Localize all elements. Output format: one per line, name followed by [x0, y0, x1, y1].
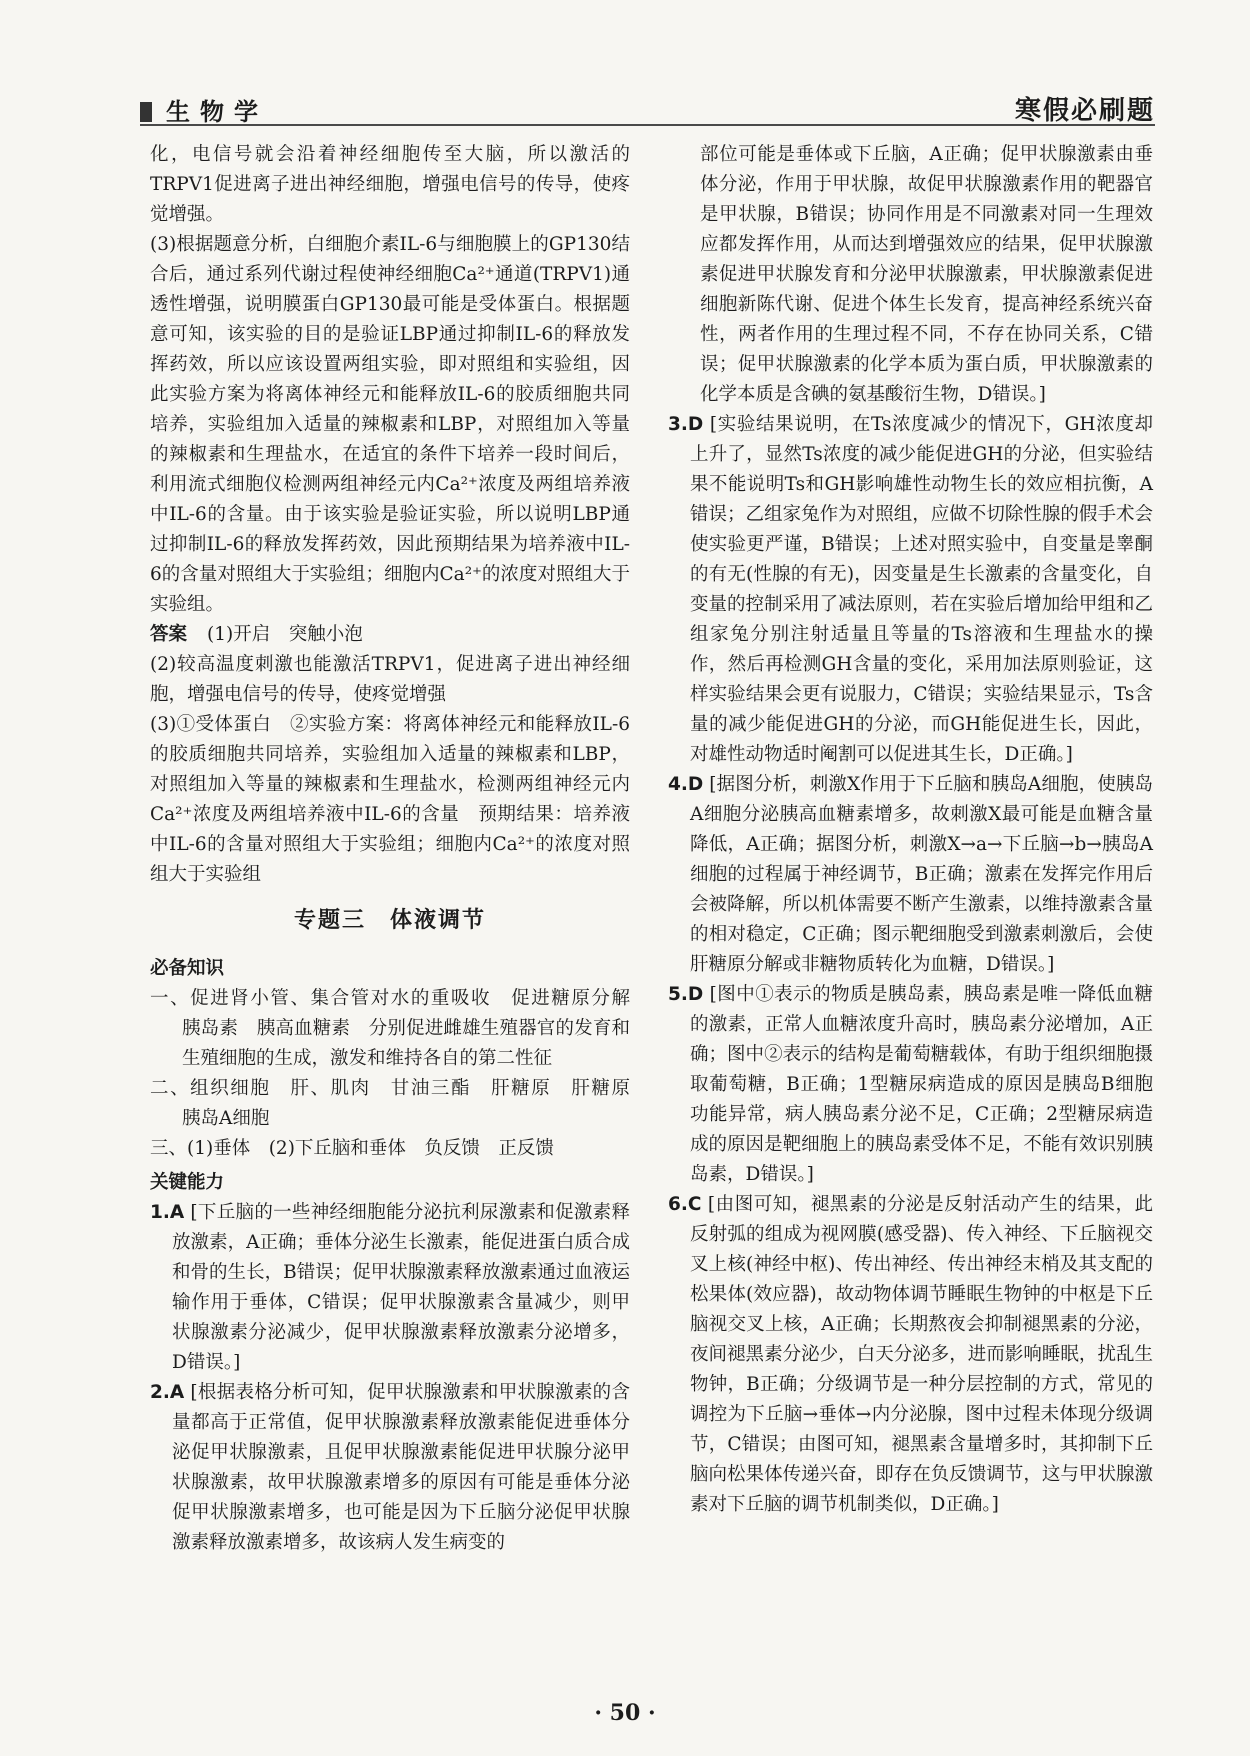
- question-5: [668, 980, 1153, 1190]
- subject-label: 生物学: [166, 98, 268, 126]
- answer-line-3: (3)①受体蛋白 ②实验方案：将离体神经元和能释放IL-6的胶质细胞共同培养，实验组加入适量的辣椒素和LBP，对照组加入等量的辣椒素和生理盐水，检测两组神经元内Ca²⁺浓度及两组培养液中IL-6的含量 预期结果：培养液中IL-6的含量对照组大于实验组；细胞内Ca²⁺的浓度对照组大于实验组: [150, 714, 630, 885]
- knowledge-heading: 必备知识: [150, 958, 225, 979]
- question-1-text: [下丘脑的一些神经细胞能分泌抗利尿激素和促激素释放激素，A正确；垂体分泌生长激素，能促进蛋白质合成和骨的生长，B错误；促甲状腺激素释放激素通过血液运输作用于垂体，C错误；促甲状腺激素含量减少，则甲状腺激素分泌减少，促甲状腺激素释放激素分泌增多，D错误。]: [172, 1202, 630, 1373]
- knowledge-item-2: 二、组织细胞 肝、肌肉 甘油三酯 肝糖原 肝糖原 胰岛A细胞: [150, 1078, 649, 1129]
- question-3-text: [实验结果说明，在Ts浓度减少的情况下，GH浓度却上升了，显然Ts浓度的减少能促进GH的分泌，但实验结果不能说明Ts和GH影响雄性动物生长的效应相抗衡，A错误；乙组家兔作为对照组，应做不切除性腺的假手术会使实验更严谨，B错误；上述对照实验中，自变量是睾酮的有无(性腺的有无)，因变量是生长激素的含量变化，自变量的控制采用了减法原则，若在实验后增加给甲组和乙组家兔分别注射适量且等量的Ts溶液和生理盐水的操作，然后再检测GH含量的变化，采用加法原则验证，这样实验结果会更有说服力，C错误；实验结果显示，Ts含量的减少能促进GH的分泌，而GH能促进生长，因此，对雄性动物适时阉割可以促进其生长，D正确。]: [690, 414, 1153, 765]
- question-2-continued: 部位可能是垂体或下丘脑，A正确；促甲状腺激素由垂体分泌，作用于甲状腺，故促甲状腺激素作用的靶器官是甲状腺，B错误；协同作用是不同激素对同一生理效应都发挥作用，从而达到增强效应的结果，促甲状腺激素促进甲状腺发育和分泌甲状腺激素，甲状腺激素促进细胞新陈代谢、促进个体生长发育，提高神经系统兴奋性，两者作用的生理过程不同，不存在协同关系，C错误；促甲状腺激素的化学本质为蛋白质，甲状腺激素的化学本质是含碘的氨基酸衍生物，D错误。]: [700, 144, 1153, 405]
- page-header: [140, 88, 1155, 126]
- question-1-number: 1.A: [150, 1202, 185, 1223]
- section-title: 专题三 体液调节: [293, 908, 486, 933]
- question-4: [668, 770, 1153, 980]
- right-column: [668, 140, 1153, 1520]
- header-mark-icon: [140, 102, 152, 122]
- question-3: [668, 410, 1153, 770]
- question-4-text: [据图分析，刺激X作用于下丘脑和胰岛A细胞，使胰岛A细胞分泌胰高血糖素增多，故刺激X最可能是血糖含量降低，A正确；据图分析，刺激X→a→下丘脑→b→胰岛A细胞的过程属于神经调节，B正确；激素在发挥完作用后会被降解，所以机体需要不断产生激素，以维持激素含量的相对稳定，C正确；图示靶细胞受到激素刺激后，会使肝糖原分解或非糖物质转化为血糖，D错误。]: [690, 774, 1153, 975]
- question-2-text: [根据表格分析可知，促甲状腺激素和甲状腺激素的含量都高于正常值，促甲状腺激素释放激素能促进垂体分泌促甲状腺激素，且促甲状腺激素能促进甲状腺分泌甲状腺激素，故甲状腺激素增多的原因有可能是垂体分泌促甲状腺激素增多，也可能是因为下丘脑分泌促甲状腺激素释放激素增多，故该病人发生病变的: [172, 1382, 630, 1553]
- question-4-number: 4.D: [668, 774, 704, 795]
- left-column: [150, 140, 649, 1558]
- subject-title: [140, 92, 268, 127]
- knowledge-item-1: 一、促进肾小管、集合管对水的重吸收 促进糖原分解 胰岛素 胰高血糖素 分别促进雌雄生殖器官的发育和生殖细胞的生成，激发和维持各自的第二性征: [150, 988, 649, 1069]
- question-1: [150, 1198, 630, 1378]
- question-5-number: 5.D: [668, 984, 704, 1005]
- question-6-number: 6.C: [668, 1194, 702, 1215]
- question-6-text: [由图可知，褪黑素的分泌是反射活动产生的结果，此反射弧的组成为视网膜(感受器)、传入神经、下丘脑视交叉上核(神经中枢)、传出神经、传出神经末梢及其支配的松果体(效应器)，故动物体调节睡眠生物钟的中枢是下丘脑视交叉上核，A正确；长期熬夜会抑制褪黑素的分泌，夜间褪黑素分泌少，白天分泌多，进而影响睡眠，扰乱生物钟，B正确；分级调节是一种分层控制的方式，常见的调控为下丘脑→垂体→内分泌腺，图中过程未体现分级调节，C错误；由图可知，褪黑素含量增多时，其抑制下丘脑向松果体传递兴奋，即存在负反馈调节，这与甲状腺激素对下丘脑的调节机制类似，D正确。]: [690, 1194, 1153, 1515]
- question-5-text: [图中①表示的物质是胰岛素，胰岛素是唯一降低血糖的激素，正常人血糖浓度升高时，胰岛素分泌增加，A正确；图中②表示的结构是葡萄糖载体，有助于组织细胞摄取葡萄糖，B正确；1型糖尿病造成的原因是胰岛B细胞功能异常，病人胰岛素分泌不足，C正确；2型糖尿病造成的原因是靶细胞上的胰岛素受体不足，不能有效识别胰岛素，D错误。]: [690, 984, 1153, 1185]
- ability-heading: 关键能力: [150, 1172, 225, 1193]
- page-number: · 50 ·: [594, 1700, 656, 1726]
- answer-label: 答案: [150, 624, 188, 645]
- left-para-2: (3)根据题意分析，白细胞介素IL-6与细胞膜上的GP130结合后，通过系列代谢过程使神经细胞Ca²⁺通道(TRPV1)通透性增强，说明膜蛋白GP130最可能是受体蛋白。根据题意可知，该实验的目的是验证LBP通过抑制IL-6的释放发挥药效，所以应该设置两组实验，即对照组和实验组，因此实验方案为将离体神经元和能释放IL-6的胶质细胞共同培养，实验组加入适量的辣椒素和LBP，对照组加入等量的辣椒素和生理盐水，在适宜的条件下培养一段时间后，利用流式细胞仪检测两组神经元内Ca²⁺浓度及两组培养液中IL-6的含量。由于该实验是验证实验，所以说明LBP通过抑制IL-6的释放发挥药效，因此预期结果为培养液中IL-6的含量对照组大于实验组；细胞内Ca²⁺的浓度对照组大于实验组。: [150, 234, 630, 615]
- question-2-number: 2.A: [150, 1382, 185, 1403]
- question-3-number: 3.D: [668, 414, 704, 435]
- question-6: [668, 1190, 1153, 1520]
- knowledge-item-3: 三、(1)垂体 (2)下丘脑和垂体 负反馈 正反馈: [150, 1138, 554, 1159]
- series-title: 寒假必刷题: [1014, 96, 1155, 126]
- answer-line-2: (2)较高温度刺激也能激活TRPV1，促进离子进出神经细胞，增强电信号的传导，使疼觉增强: [150, 654, 630, 705]
- answer-line-1: [150, 620, 630, 650]
- question-2: [150, 1378, 630, 1558]
- answer-1-text: (1)开启 突触小泡: [207, 624, 363, 645]
- left-para-1: 化，电信号就会沿着神经细胞传至大脑，所以激活的TRPV1促进离子进出神经细胞，增强电信号的传导，使疼觉增强。: [150, 144, 630, 225]
